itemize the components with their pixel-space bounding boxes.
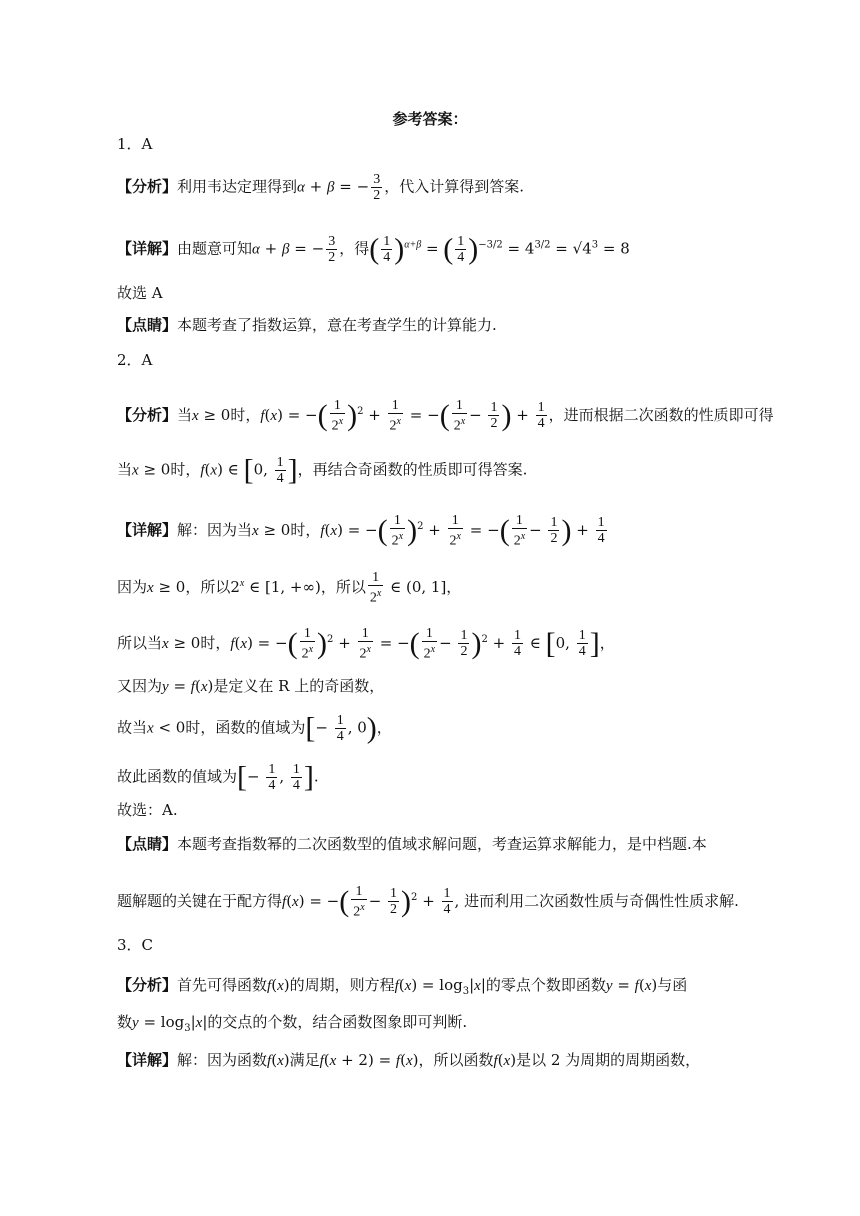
question-1-number: 1．A <box>117 135 153 153</box>
q2-step-2: 所以当x ≥ 0时，f(x) = −( $\frac{1}{2^x}$ )$^2$ + $\frac{1}{2^x}$ = −( $\frac{1}{2^x}$ − $\frac{1}{2}$ )$^2$ + $\frac{1}{4}$ ∈ [0, $\frac{1}{4}$ ]， <box>117 626 615 662</box>
detail-text-b: ，得 <box>339 239 370 258</box>
q2-analysis-line-2: 当x ≥ 0时，f(x) ∈ [0, $\frac{1}{4}$ ]，再结合奇函数的性质即可得答案. <box>117 453 528 487</box>
q2-detail: 【详解】解：因为当x ≥ 0时，f(x) = −( $\frac{1}{2^x}$ )$^2$ + $\frac{1}{2^x}$ = −( $\frac{1}{2^x}$ − $\frac{1}{2}$ ) + $\frac{1}{4}$ <box>117 513 605 549</box>
comment-tag: 【点睛】 <box>117 316 178 334</box>
q3-analysis-line-1: 【分析】首先可得函数f(x)的周期，则方程$f(x) = \log_3|x|$的零点个数即函数y = f(x)与函 <box>117 976 688 997</box>
q2-step-1: 因为x ≥ 0，所以2$^x$ ∈ [1, +∞)，所以 $\frac{1}{2^x}$ ∈ (0, 1]， <box>117 570 462 606</box>
question-2-number: 2．A <box>117 351 153 369</box>
q3-analysis-line-2: 数$y = \log_3|x|$的交点的个数，结合函数图象即可判断. <box>117 1013 468 1034</box>
analysis-tag: 【分析】 <box>117 177 178 196</box>
q2-step-5: 故此函数的值域为[− $\frac{1}{4}$ , $\frac{1}{4}$ ]. <box>117 760 319 794</box>
q2-comment-line-1: 【点睛】本题考查指数幂的二次函数型的值域求解问题，考查运算求解能力，是中档题.本 <box>117 835 707 853</box>
q1-detail: 【详解】由题意可知α + β = − $\frac{3}{2}$ ，得( $\frac{1}{4}$ )$^{\alpha+\beta}$ = ( $\frac{1}{4}$ )$^{-3/2} = 4^{3/2} = √4^3 = 8$ <box>117 232 630 266</box>
q2-conclusion: 故选：A. <box>117 801 178 819</box>
detail-tag: 【详解】 <box>117 239 178 258</box>
q2-analysis-line-1: 【分析】当x ≥ 0时，f(x) = −( $\frac{1}{2^x}$ )$^2$ + $\frac{1}{2^x}$ = −( $\frac{1}{2^x}$ − $\frac{1}{2}$ ) + $\frac{1}{4}$ ，进而根据二次函数的性质即可得 <box>117 398 774 434</box>
page-title: 参考答案： <box>392 110 468 128</box>
detail-text-a: 由题意可知 <box>177 239 253 258</box>
q1-analysis: 【分析】利用韦达定理得到α + β = − $\frac{3}{2}$ ，代入计算得到答案. <box>117 172 524 203</box>
q1-conclusion: 故选 A <box>117 284 163 302</box>
analysis-text-b: ，代入计算得到答案. <box>384 177 524 196</box>
question-3-number: 3．C <box>117 936 154 954</box>
q2-comment-line-2: 题解题的关键在于配方得f(x) = −( $\frac{1}{2^x}$ − $\frac{1}{2}$ )$^2$ + $\frac{1}{4}$ , 进而利用二次函数性质与奇偶性性质求解. <box>117 884 739 920</box>
q3-detail: 【详解】解：因为函数f(x)满足f(x + 2) = f(x)，所以函数f(x)是以 2 为周期的周期函数， <box>117 1051 701 1069</box>
comment-text: 本题考查了指数运算，意在考查学生的计算能力. <box>177 316 497 334</box>
q2-step-3: 又因为y = f(x)是定义在 R 上的奇函数， <box>117 677 385 695</box>
q1-comment <box>117 315 497 335</box>
q2-step-4: 故当x < 0时，函数的值域为[− $\frac{1}{4}$ , 0)， <box>117 711 392 745</box>
analysis-text-a: 利用韦达定理得到 <box>177 177 298 196</box>
